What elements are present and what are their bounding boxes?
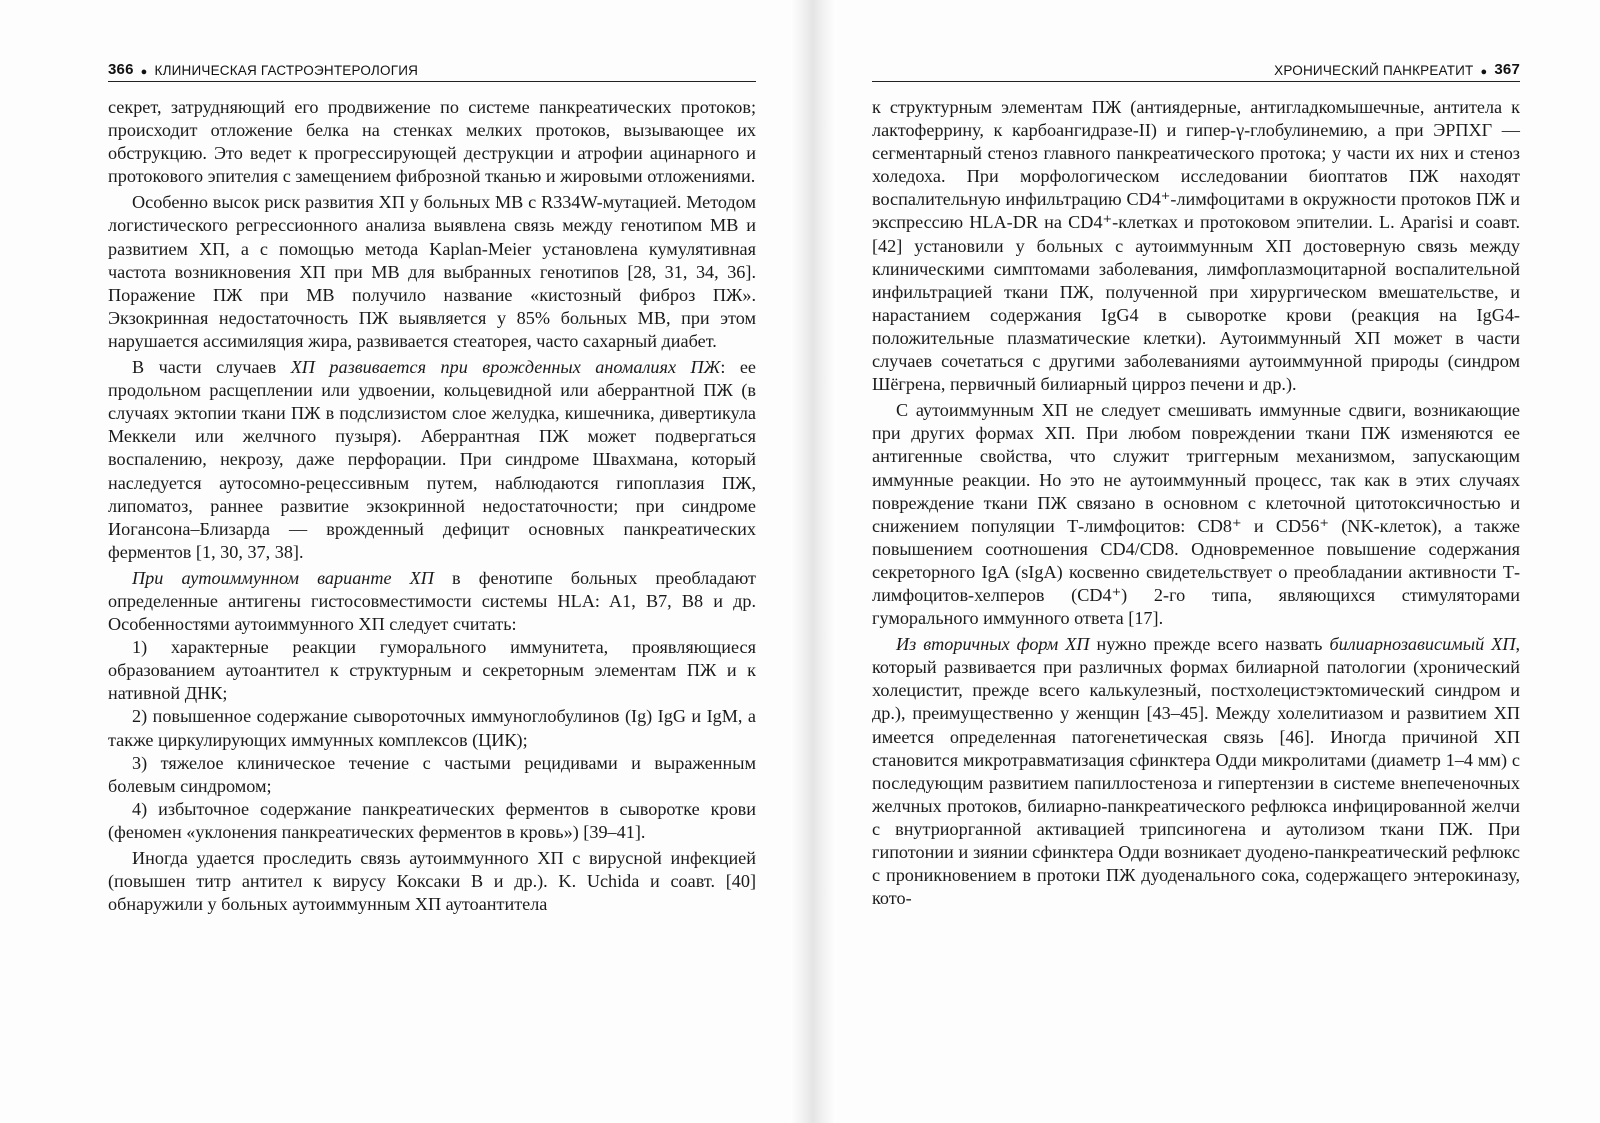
paragraph: Из вторичных форм ХП нужно прежде всего назвать билиарнозависимый ХП, который развивается при различных формах билиарной патологии (хронический холецистит, прежде всего калькулезный, постхолецистэктомический синдром и др.), преимущественно у женщин [43–45]. Между холелитиазом и развитием ХП имеется определенная патогенетическая связь [46]. Иногда причиной ХП становится микротравматизация сфинктера Одди микролитами (диаметр 1–4 мм) с последующим развитием папиллостеноза и гипертензии в системе внепеченочных желчных протоков, билиарно-панкреатического рефлюкса инфицированной желчи с внутриорганной активацией трипсиногена и аутолизом ткани ПЖ. При гипотонии и зиянии сфинктера Одди возникает дуодено-панкреатический рефлюкс с проникновением в протоки ПЖ дуоденального сока, содержащего энтерокиназу, кото-	[872, 634, 1521, 909]
emphasis: билиарнозависимый ХП	[1329, 634, 1516, 655]
emphasis: Из вторичных форм ХП	[896, 634, 1090, 655]
right-running-head	[872, 58, 1520, 82]
paragraph: секрет, затрудняющий его продвижение по системе панкреатических протоков; происходит отложение белка на стенках мелких протоков, вызывающее их обструкцию. Это ведет к прогрессирующей деструкции и атрофии ацинарного и протокового эпителия с замещением фиброзной тканью и жировыми отложениями.	[108, 97, 756, 187]
bullet-icon: ●	[1480, 66, 1488, 78]
emphasis: При аутоиммунном варианте ХП	[132, 567, 434, 588]
left-running-head	[108, 58, 756, 82]
emphasis: ХП развивается при врожденных аномалиях ПЖ	[290, 357, 721, 378]
paragraph: В части случаев ХП развивается при врожденных аномалиях ПЖ: ее продольном расщеплении или удвоении, кольцевидной или аберрантной ПЖ (в случаях эктопии ткани ПЖ в подслизистом слое желудка, кишечника, дивертикула Меккели или желчного пузыря). Аберрантная ПЖ может подвергаться воспалению, некрозу, даже перфорации. При синдроме Швахмана, который наследуется аутосомно-рецессивным путем, наблюдаются гипоплазия ПЖ, липоматоз, раннее развитие экзокринной недостаточности; при синдроме Иогансона–Близарда — врожденный дефицит основных панкреатических ферментов [1, 30, 37, 38].	[108, 357, 756, 562]
list-item: 3) тяжелое клиническое течение с частыми рецидивами и выраженным болевым синдромом;	[108, 752, 756, 796]
bullet-icon: ●	[140, 66, 148, 78]
paragraph: При аутоиммунном варианте ХП в фенотипе больных преобладают определенные антигены гистосовместимости системы HLA: A1, B7, B8 и др. Особенностями аутоиммунного ХП следует считать:	[108, 567, 757, 635]
book-gutter	[790, 0, 836, 1123]
right-page-body	[872, 96, 1520, 910]
list-item: 4) избыточное содержание панкреатических ферментов в сыворотке крови (феномен «уклонения панкреатических ферментов в кровь») [39–41].	[108, 798, 756, 842]
right-page-number: 367	[1494, 61, 1520, 78]
paragraph: к структурным элементам ПЖ (антиядерные, антигладкомышечные, антитела к лактоферрину, к карбоангидразе-II) и гипер-γ-глобулинемию, а при ЭРПХГ — сегментарный стеноз главного панкреатического протока; у части их них и стеноз холедоха. При морфологическом исследовании биоптатов ПЖ находят воспалительную инфильтрацию CD4⁺-лимфоцитами в окружности протоков ПЖ и экспрессию HLA-DR на CD4⁺-клетках и протоковом эпителии. L. Aparisi и соавт. [42] установили у больных с аутоиммунным ХП достоверную связь между клиническими симптомами заболевания, лимфоплазмоцитарной воспалительной инфильтрацией ткани ПЖ, полученной при хирургическом вмешательстве, и нарастанием содержания IgG4 в сыворотке крови (реакция на IgG4-положительные плазматические клетки). Аутоиммунный ХП может в части случаев сочетаться с другими заболеваниями аутоиммунной природы (синдром Шёгрена, первичный билиарный цирроз печени и др.).	[872, 97, 1520, 395]
list-item: 2) повышенное содержание сывороточных иммуноглобулинов (Ig) IgG и IgM, а также циркулирующих иммунных комплексов (ЦИК);	[108, 706, 756, 750]
list-item: 1) характерные реакции гуморального иммунитета, проявляющиеся образованием аутоантител к структурным и секреторным элементам ПЖ и к нативной ДНК;	[108, 637, 756, 704]
right-page	[872, 58, 1520, 910]
left-page-body	[108, 96, 756, 916]
paragraph: Иногда удается проследить связь аутоиммунного ХП с вирусной инфекцией (повышен титр антител к вирусу Коксаки В и др.). K. Uchida и соавт. [40] обнаружили у больных аутоиммунным ХП аутоантитела	[108, 848, 756, 915]
left-page-number: 366	[108, 61, 134, 78]
left-page	[108, 58, 756, 916]
left-running-title: КЛИНИЧЕСКАЯ ГАСТРОЭНТЕРОЛОГИЯ	[154, 63, 419, 78]
right-running-title: ХРОНИЧЕСКИЙ ПАНКРЕАТИТ	[1274, 63, 1474, 78]
paragraph: С аутоиммунным ХП не следует смешивать иммунные сдвиги, возникающие при других формах ХП. При любом повреждении ткани ПЖ изменяются ее антигенные свойства, что служит триггерным механизмом, запускающим иммунные реакции. Но это не аутоиммунный процесс, так как в этих случаях повреждение ткани ПЖ связано в основном с клеточной цитотоксичностью и снижением популяции Т-лимфоцитов: CD8⁺ и CD56⁺ (NK-клеток), а также повышением соотношения CD4/CD8. Одновременное повышение содержания секреторного IgA (sIgA) косвенно свидетельствует о преобладании активности Т-лимфоцитов-хелперов (CD4⁺) 2-го типа, являющихся стимуляторами гуморального иммунного ответа [17].	[872, 400, 1520, 629]
paragraph: Особенно высок риск развития ХП у больных МВ с R334W-мутацией. Методом логистического регрессионного анализа выявлена связь между генотипом МВ и развитием ХП, а с помощью метода Kaplan-Meier установлена кумулятивная частота возникновения ХП при МВ для выбранных генотипов [28, 31, 34, 36]. Поражение ПЖ при МВ получило название «кистозный фиброз ПЖ». Экзокринная недостаточность ПЖ выявляется у 85% больных МВ, при этом нарушается ассимиляция жира, развивается стеаторея, часто сахарный диабет.	[108, 192, 756, 351]
